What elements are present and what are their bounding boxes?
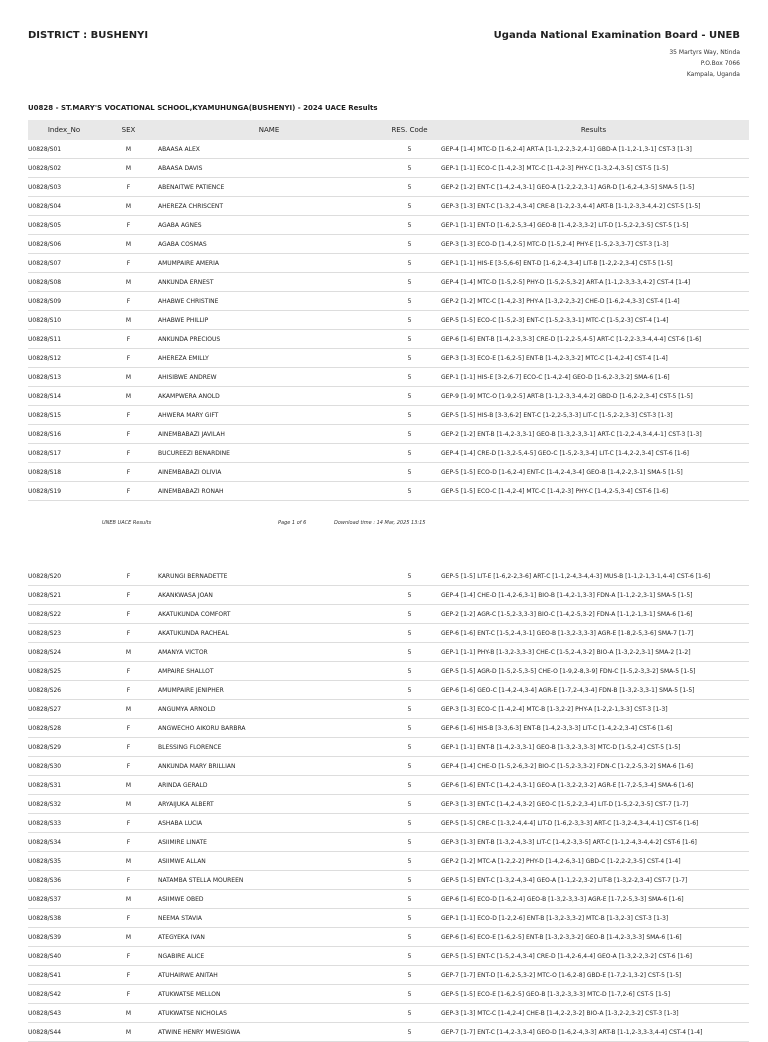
table-row [28, 140, 749, 159]
results-cell: GEP-4 [1-4] MTC-D [1-6,2-4] ART-A [1-1,2-2,3-2,4-1] GBD-A [1-1,2-1,3-1] CST-3 [1-3] [438, 140, 749, 159]
sex-cell: F [100, 292, 157, 311]
res-code-cell: 5 [381, 235, 438, 254]
table-row [28, 776, 749, 795]
res-code-cell: 5 [381, 444, 438, 463]
res-code-cell: 5 [381, 719, 438, 738]
results-cell: GEP-6 [1-6] ECO-E [1-6,2-5] ENT-B [1-3,2-3,3-2] GEO-B [1-4,2-3,3-3] SMA-6 [1-6] [438, 928, 749, 947]
res-code-cell: 5 [381, 928, 438, 947]
sex-cell: F [100, 349, 157, 368]
results-cell: GEP-6 [1-6] ENT-C [1-5,2-4,3-1] GEO-B [1-3,2-3,3-3] AGR-E [1-8,2-5,3-6] SMA-7 [1-7] [438, 624, 749, 643]
sex-cell: F [100, 833, 157, 852]
name-cell: ARYAIJUKA ALBERT [157, 795, 381, 814]
name-cell: AINEMBABAZI OLIVIA [157, 463, 381, 482]
col-header-index: Index_No [28, 120, 100, 140]
name-cell: AKAMPWERA ANOLD [157, 387, 381, 406]
board-header [494, 30, 740, 80]
name-cell: ATWINE HENRY MWESIGWA [157, 1023, 381, 1042]
table-row [28, 928, 749, 947]
table-row [28, 814, 749, 833]
name-cell: ATEGYEKA IVAN [157, 928, 381, 947]
sex-cell: F [100, 966, 157, 985]
name-cell: NATAMBA STELLA MOUREEN [157, 871, 381, 890]
sex-cell: F [100, 444, 157, 463]
name-cell: ANGWECHO AIKORU BARBRA [157, 719, 381, 738]
index-no-cell: U0828/S23 [28, 624, 100, 643]
index-no-cell: U0828/S29 [28, 738, 100, 757]
name-cell: ATUHAIRWE ANITAH [157, 966, 381, 985]
index-no-cell: U0828/S41 [28, 966, 100, 985]
table-row [28, 738, 749, 757]
index-no-cell: U0828/S07 [28, 254, 100, 273]
res-code-cell: 5 [381, 966, 438, 985]
sex-cell: F [100, 985, 157, 1004]
index-no-cell: U0828/S26 [28, 681, 100, 700]
results-cell: GEP-5 [1-5] HIS-B [3-3,6-2] ENT-C [1-2,2-5,3-3] LIT-C [1-5,2-2,3-3] CST-3 [1-3] [438, 406, 749, 425]
results-cell: GEP-6 [1-6] GEO-C [1-4,2-4,3-4] AGR-E [1-7,2-4,3-4] FDN-B [1-3,2-3,3-1] SMA-5 [1-5] [438, 681, 749, 700]
table-row [28, 311, 749, 330]
results-cell: GEP-2 [1-2] MTC-A [1-2,2-2] PHY-D [1-4,2-6,3-1] GBD-C [1-2,2-2,3-5] CST-4 [1-4] [438, 852, 749, 871]
name-cell: AINEMBABAZI JAVILAH [157, 425, 381, 444]
index-no-cell: U0828/S15 [28, 406, 100, 425]
sex-cell: F [100, 909, 157, 928]
results-cell: GEP-6 [1-6] ENT-C [1-4,2-4,3-1] GEO-A [1-3,2-2,3-2] AGR-E [1-7,2-5,3-4] SMA-6 [1-6] [438, 776, 749, 795]
name-cell: BUCUREEZI BENARDINE [157, 444, 381, 463]
report-title: U0828 - ST.MARY'S VOCATIONAL SCHOOL,KYAMUHUNGA(BUSHENYI) - 2024 UACE Results [28, 104, 378, 112]
index-no-cell: U0828/S24 [28, 643, 100, 662]
results-cell: GEP-3 [1-3] ECO-D [1-4,2-5] MTC-D [1-5,2-4] PHY-E [1-5,2-3,3-7] CST-3 [1-3] [438, 235, 749, 254]
footer-download-time: Download time : 14 Mar, 2025 13:15 [334, 520, 426, 526]
sex-cell: F [100, 871, 157, 890]
index-no-cell: U0828/S42 [28, 985, 100, 1004]
board-name: Uganda National Examination Board - UNEB [493, 30, 740, 41]
table-row [28, 425, 749, 444]
res-code-cell: 5 [381, 586, 438, 605]
results-table-continued [28, 567, 749, 1042]
results-cell: GEP-5 [1-5] ENT-C [1-3,2-4,3-4] GEO-A [1-1,2-2,3-2] LIT-B [1-3,2-2,3-4] CST-7 [1-7] [438, 871, 749, 890]
sex-cell: M [100, 311, 157, 330]
results-cell: GEP-1 [1-1] ECO-D [1-2,2-6] ENT-B [1-3,2-3,3-2] MTC-B [1-3,2-3] CST-3 [1-3] [438, 909, 749, 928]
results-cell: GEP-6 [1-6] HIS-B [3-3,6-3] ENT-B [1-4,2-3,3-3] LIT-C [1-4,2-2,3-4] CST-6 [1-6] [438, 719, 749, 738]
name-cell: AHWERA MARY GIFT [157, 406, 381, 425]
res-code-cell: 5 [381, 330, 438, 349]
name-cell: ATUKWATSE MELLON [157, 985, 381, 1004]
table-row [28, 605, 749, 624]
res-code-cell: 5 [381, 311, 438, 330]
table-row [28, 624, 749, 643]
index-no-cell: U0828/S25 [28, 662, 100, 681]
res-code-cell: 5 [381, 700, 438, 719]
sex-cell: M [100, 928, 157, 947]
res-code-cell: 5 [381, 890, 438, 909]
name-cell: KARUNGI BERNADETTE [157, 567, 381, 586]
name-cell: NEEMA STAVIA [157, 909, 381, 928]
res-code-cell: 5 [381, 463, 438, 482]
name-cell: AKANKWASA JOAN [157, 586, 381, 605]
sex-cell: F [100, 662, 157, 681]
res-code-cell: 5 [381, 852, 438, 871]
index-no-cell: U0828/S02 [28, 159, 100, 178]
res-code-cell: 5 [381, 1004, 438, 1023]
sex-cell: F [100, 681, 157, 700]
address-line: 35 Martyrs Way, Ntinda [669, 49, 740, 56]
table-row [28, 444, 749, 463]
sex-cell: F [100, 947, 157, 966]
res-code-cell: 5 [381, 738, 438, 757]
sex-cell: M [100, 1004, 157, 1023]
name-cell: ASHABA LUCIA [157, 814, 381, 833]
results-cell: GEP-5 [1-5] CRE-C [1-3,2-4,4-4] LIT-D [1-6,2-3,3-3] ART-C [1-3,2-4,3-4,4-1] CST-6 [1-6] [438, 814, 749, 833]
index-no-cell: U0828/S40 [28, 947, 100, 966]
table-row [28, 833, 749, 852]
sex-cell: M [100, 1023, 157, 1042]
name-cell: AGABA AGNES [157, 216, 381, 235]
table-row [28, 662, 749, 681]
name-cell: AMPAIRE SHALLOT [157, 662, 381, 681]
res-code-cell: 5 [381, 368, 438, 387]
table-row [28, 567, 749, 586]
table-row [28, 700, 749, 719]
res-code-cell: 5 [381, 482, 438, 501]
res-code-cell: 5 [381, 624, 438, 643]
results-cell: GEP-2 [1-2] MTC-C [1-4,2-3] PHY-A [1-3,2-2,3-2] CHE-D [1-6,2-4,3-3] CST-4 [1-4] [438, 292, 749, 311]
table-row [28, 178, 749, 197]
results-cell: GEP-2 [1-2] AGR-C [1-5,2-3,3-3] BIO-C [1-4,2-5,3-2] FDN-A [1-1,2-1,3-1] SMA-6 [1-6] [438, 605, 749, 624]
name-cell: AINEMBABAZI RONAH [157, 482, 381, 501]
results-cell: GEP-3 [1-3] MTC-C [1-4,2-4] CHE-B [1-4,2-2,3-2] BIO-A [1-3,2-2,3-2] CST-3 [1-3] [438, 1004, 749, 1023]
sex-cell: F [100, 624, 157, 643]
sex-cell: M [100, 700, 157, 719]
res-code-cell: 5 [381, 1023, 438, 1042]
table-row [28, 966, 749, 985]
index-no-cell: U0828/S03 [28, 178, 100, 197]
results-table [28, 120, 749, 501]
res-code-cell: 5 [381, 273, 438, 292]
results-cell: GEP-3 [1-3] ENT-C [1-3,2-4,3-4] CRE-B [1-2,2-3,4-4] ART-B [1-1,2-3,3-4,4-2] CST-5 [1-5] [438, 197, 749, 216]
results-cell: GEP-3 [1-3] ECO-C [1-4,2-4] MTC-B [1-3,2-2] PHY-A [1-2,2-1,3-3] CST-3 [1-3] [438, 700, 749, 719]
results-cell: GEP-5 [1-5] AGR-D [1-5,2-5,3-5] CHE-O [1-9,2-8,3-9] FDN-C [1-5,2-3,3-2] SMA-5 [1-5] [438, 662, 749, 681]
res-code-cell: 5 [381, 216, 438, 235]
index-no-cell: U0828/S28 [28, 719, 100, 738]
index-no-cell: U0828/S11 [28, 330, 100, 349]
sex-cell: F [100, 463, 157, 482]
index-no-cell: U0828/S38 [28, 909, 100, 928]
sex-cell: F [100, 605, 157, 624]
sex-cell: F [100, 216, 157, 235]
index-no-cell: U0828/S21 [28, 586, 100, 605]
name-cell: AMANYA VICTOR [157, 643, 381, 662]
results-table-body [28, 140, 749, 501]
index-no-cell: U0828/S33 [28, 814, 100, 833]
results-cell: GEP-5 [1-5] ECO-E [1-6,2-5] GEO-B [1-3,2-3,3-3] MTC-D [1-7,2-6] CST-5 [1-5] [438, 985, 749, 1004]
table-row [28, 349, 749, 368]
index-no-cell: U0828/S39 [28, 928, 100, 947]
res-code-cell: 5 [381, 871, 438, 890]
sex-cell: M [100, 643, 157, 662]
index-no-cell: U0828/S36 [28, 871, 100, 890]
table-row [28, 719, 749, 738]
index-no-cell: U0828/S04 [28, 197, 100, 216]
res-code-cell: 5 [381, 197, 438, 216]
sex-cell: M [100, 273, 157, 292]
table-row [28, 235, 749, 254]
footer-source: UNEB UACE Results [102, 520, 152, 526]
name-cell: AHABWE CHRISTINE [157, 292, 381, 311]
results-cell: GEP-1 [1-1] HIS-E [3-5,6-6] ENT-D [1-6,2-4,3-4] LIT-B [1-2,2-2,3-4] CST-5 [1-5] [438, 254, 749, 273]
index-no-cell: U0828/S27 [28, 700, 100, 719]
results-cell: GEP-5 [1-5] ECO-C [1-4,2-4] MTC-C [1-4,2-3] PHY-C [1-4,2-5,3-4] CST-6 [1-6] [438, 482, 749, 501]
res-code-cell: 5 [381, 178, 438, 197]
sex-cell: F [100, 757, 157, 776]
res-code-cell: 5 [381, 985, 438, 1004]
sex-cell: F [100, 567, 157, 586]
name-cell: AMUMPAIRE JENIPHER [157, 681, 381, 700]
name-cell: AHEREZA CHRISCENT [157, 197, 381, 216]
sex-cell: M [100, 140, 157, 159]
results-cell: GEP-7 [1-7] ENT-D [1-6,2-5,3-2] MTC-O [1-6,2-8] GBD-E [1-7,2-1,3-2] CST-5 [1-5] [438, 966, 749, 985]
index-no-cell: U0828/S14 [28, 387, 100, 406]
results-cell: GEP-7 [1-7] ENT-C [1-4,2-3,3-4] GEO-D [1-6,2-4,3-3] ART-B [1-1,2-3,3-3,4-4] CST-4 [1-4] [438, 1023, 749, 1042]
table-row [28, 947, 749, 966]
results-cell: GEP-3 [1-3] ENT-B [1-3,2-4,3-3] LIT-C [1-4,2-3,3-5] ART-C [1-1,2-4,3-4,4-2] CST-6 [1-6] [438, 833, 749, 852]
address-line: P.O.Box 7066 [700, 60, 740, 67]
sex-cell: F [100, 178, 157, 197]
results-cell: GEP-4 [1-4] CHE-D [1-4,2-6,3-1] BIO-B [1-4,2-1,3-3] FDN-A [1-1,2-2,3-1] SMA-5 [1-5] [438, 586, 749, 605]
sex-cell: M [100, 795, 157, 814]
res-code-cell: 5 [381, 662, 438, 681]
res-code-cell: 5 [381, 292, 438, 311]
table-row [28, 330, 749, 349]
index-no-cell: U0828/S01 [28, 140, 100, 159]
results-cell: GEP-1 [1-1] ENT-D [1-6,2-5,3-4] GEO-B [1-4,2-3,3-2] LIT-D [1-5,2-2,3-5] CST-5 [1-5] [438, 216, 749, 235]
res-code-cell: 5 [381, 159, 438, 178]
res-code-cell: 5 [381, 643, 438, 662]
table-row [28, 643, 749, 662]
results-cell: GEP-4 [1-4] MTC-D [1-5,2-5] PHY-D [1-5,2-5,3-2] ART-A [1-1,2-3,3-3,4-2] CST-4 [1-4] [438, 273, 749, 292]
table-row [28, 757, 749, 776]
results-cell: GEP-9 [1-9] MTC-O [1-9,2-5] ART-B [1-1,2-3,3-4,4-2] GBD-D [1-6,2-2,3-4] CST-5 [1-5] [438, 387, 749, 406]
res-code-cell: 5 [381, 947, 438, 966]
table-row [28, 1004, 749, 1023]
name-cell: ABENAITWE PATIENCE [157, 178, 381, 197]
name-cell: BLESSING FLORENCE [157, 738, 381, 757]
sex-cell: M [100, 776, 157, 795]
sex-cell: M [100, 235, 157, 254]
name-cell: ABAASA ALEX [157, 140, 381, 159]
results-cell: GEP-6 [1-6] ECO-D [1-6,2-4] GEO-B [1-3,2-3,3-3] AGR-E [1-7,2-5,3-3] SMA-6 [1-6] [438, 890, 749, 909]
name-cell: ASIIMIRE LINATE [157, 833, 381, 852]
col-header-sex: SEX [100, 120, 157, 140]
index-no-cell: U0828/S20 [28, 567, 100, 586]
table-row [28, 1023, 749, 1042]
res-code-cell: 5 [381, 605, 438, 624]
results-cell: GEP-5 [1-5] LIT-E [1-6,2-2,3-6] ART-C [1-1,2-4,3-4,4-3] MUS-B [1-1,2-1,3-1,4-4] CST-6 [1-6] [438, 567, 749, 586]
index-no-cell: U0828/S37 [28, 890, 100, 909]
index-no-cell: U0828/S09 [28, 292, 100, 311]
name-cell: AKATUKUNDA RACHEAL [157, 624, 381, 643]
index-no-cell: U0828/S43 [28, 1004, 100, 1023]
table-row [28, 909, 749, 928]
sex-cell: F [100, 814, 157, 833]
sex-cell: F [100, 719, 157, 738]
address-line: Kampala, Uganda [686, 71, 740, 78]
name-cell: ANGUMYA ARNOLD [157, 700, 381, 719]
index-no-cell: U0828/S30 [28, 757, 100, 776]
sex-cell: F [100, 738, 157, 757]
table-row [28, 368, 749, 387]
sex-cell: F [100, 586, 157, 605]
sex-cell: M [100, 387, 157, 406]
results-cell: GEP-2 [1-2] ENT-B [1-4,2-3,3-1] GEO-B [1-3,2-3,3-1] ART-C [1-2,2-4,3-4,4-1] CST-3 [1-3] [438, 425, 749, 444]
name-cell: ARINDA GERALD [157, 776, 381, 795]
sex-cell: F [100, 482, 157, 501]
name-cell: AGABA COSMAS [157, 235, 381, 254]
res-code-cell: 5 [381, 909, 438, 928]
table-row [28, 871, 749, 890]
res-code-cell: 5 [381, 254, 438, 273]
res-code-cell: 5 [381, 833, 438, 852]
index-no-cell: U0828/S18 [28, 463, 100, 482]
sex-cell: F [100, 425, 157, 444]
sex-cell: M [100, 890, 157, 909]
name-cell: NGABIRE ALICE [157, 947, 381, 966]
table-row [28, 795, 749, 814]
col-header-res-code: RES. Code [381, 120, 438, 140]
index-no-cell: U0828/S16 [28, 425, 100, 444]
index-no-cell: U0828/S19 [28, 482, 100, 501]
table-row [28, 159, 749, 178]
table-row [28, 292, 749, 311]
table-row [28, 586, 749, 605]
results-cell: GEP-1 [1-1] HIS-E [3-2,6-7] ECO-C [1-4,2-4] GEO-D [1-6,2-3,3-2] SMA-6 [1-6] [438, 368, 749, 387]
results-cell: GEP-4 [1-4] CRE-D [1-3,2-5,4-5] GEO-C [1-5,2-3,3-4] LIT-C [1-4,2-2,3-4] CST-6 [1-6] [438, 444, 749, 463]
table-row [28, 273, 749, 292]
sex-cell: M [100, 852, 157, 871]
results-cell: GEP-5 [1-5] ECO-C [1-5,2-3] ENT-C [1-5,2-3,3-1] MTC-C [1-5,2-3] CST-4 [1-4] [438, 311, 749, 330]
table-row [28, 852, 749, 871]
table-row [28, 197, 749, 216]
footer-page: Page 1 of 6 [278, 520, 307, 526]
results-cell: GEP-3 [1-3] ECO-E [1-6,2-5] ENT-B [1-4,2-3,3-2] MTC-C [1-4,2-4] CST-4 [1-4] [438, 349, 749, 368]
index-no-cell: U0828/S08 [28, 273, 100, 292]
sex-cell: M [100, 368, 157, 387]
res-code-cell: 5 [381, 349, 438, 368]
table-row [28, 985, 749, 1004]
table-row [28, 482, 749, 501]
name-cell: ANKUNDA ERNEST [157, 273, 381, 292]
index-no-cell: U0828/S31 [28, 776, 100, 795]
sex-cell: F [100, 406, 157, 425]
index-no-cell: U0828/S17 [28, 444, 100, 463]
table-row [28, 463, 749, 482]
table-row [28, 890, 749, 909]
results-cell: GEP-3 [1-3] ENT-C [1-4,2-4,3-2] GEO-C [1-5,2-2,3-4] LIT-D [1-5,2-2,3-5] CST-7 [1-7] [438, 795, 749, 814]
table-row [28, 254, 749, 273]
res-code-cell: 5 [381, 567, 438, 586]
res-code-cell: 5 [381, 795, 438, 814]
results-cell: GEP-4 [1-4] CHE-D [1-5,2-6,3-2] BIO-C [1-5,2-3,3-2] FDN-C [1-2,2-5,3-2] SMA-6 [1-6] [438, 757, 749, 776]
index-no-cell: U0828/S44 [28, 1023, 100, 1042]
res-code-cell: 5 [381, 425, 438, 444]
results-cell: GEP-5 [1-5] ENT-C [1-5,2-4,3-4] CRE-D [1-4,2-6,4-4] GEO-A [1-3,2-2,3-2] CST-6 [1-6] [438, 947, 749, 966]
name-cell: AKATUKUNDA COMFORT [157, 605, 381, 624]
sex-cell: M [100, 159, 157, 178]
index-no-cell: U0828/S12 [28, 349, 100, 368]
table-row [28, 681, 749, 700]
index-no-cell: U0828/S22 [28, 605, 100, 624]
name-cell: AHABWE PHILLIP [157, 311, 381, 330]
sex-cell: F [100, 254, 157, 273]
table-header-row [28, 120, 749, 140]
index-no-cell: U0828/S06 [28, 235, 100, 254]
name-cell: ASIIMWE OBED [157, 890, 381, 909]
results-cell: GEP-5 [1-5] ECO-D [1-6,2-4] ENT-C [1-4,2-4,3-4] GEO-B [1-4,2-2,3-1] SMA-5 [1-5] [438, 463, 749, 482]
results-cell: GEP-1 [1-1] ENT-B [1-4,2-3,3-1] GEO-B [1-3,2-3,3-3] MTC-D [1-5,2-4] CST-5 [1-5] [438, 738, 749, 757]
name-cell: ATUKWATSE NICHOLAS [157, 1004, 381, 1023]
res-code-cell: 5 [381, 681, 438, 700]
res-code-cell: 5 [381, 406, 438, 425]
sex-cell: M [100, 197, 157, 216]
name-cell: AHISIBWE ANDREW [157, 368, 381, 387]
results-cell: GEP-2 [1-2] ENT-C [1-4,2-4,3-1] GEO-A [1-2,2-2,3-1] AGR-D [1-6,2-4,3-5] SMA-5 [1-5] [438, 178, 749, 197]
index-no-cell: U0828/S34 [28, 833, 100, 852]
results-table-body [28, 567, 749, 1042]
results-cell: GEP-6 [1-6] ENT-B [1-4,2-3,3-3] CRE-D [1-2,2-5,4-5] ART-C [1-2,2-3,3-4,4-4] CST-6 [1-6] [438, 330, 749, 349]
res-code-cell: 5 [381, 776, 438, 795]
index-no-cell: U0828/S35 [28, 852, 100, 871]
col-header-name: NAME [157, 120, 381, 140]
sex-cell: F [100, 330, 157, 349]
col-header-results: Results [438, 120, 749, 140]
name-cell: ASIIMWE ALLAN [157, 852, 381, 871]
res-code-cell: 5 [381, 757, 438, 776]
index-no-cell: U0828/S13 [28, 368, 100, 387]
index-no-cell: U0828/S32 [28, 795, 100, 814]
district-label: DISTRICT : BUSHENYI [28, 30, 149, 41]
results-cell: GEP-1 [1-1] ECO-C [1-4,2-3] MTC-C [1-4,2-3] PHY-C [1-3,2-4,3-5] CST-5 [1-5] [438, 159, 749, 178]
res-code-cell: 5 [381, 814, 438, 833]
name-cell: AHEREZA EMILLY [157, 349, 381, 368]
table-row [28, 406, 749, 425]
table-row [28, 387, 749, 406]
res-code-cell: 5 [381, 140, 438, 159]
res-code-cell: 5 [381, 387, 438, 406]
table-row [28, 216, 749, 235]
name-cell: ABAASA DAVIS [157, 159, 381, 178]
index-no-cell: U0828/S10 [28, 311, 100, 330]
results-cell: GEP-1 [1-1] PHY-B [1-3,2-3,3-3] CHE-C [1-5,2-4,3-2] BIO-A [1-3,2-2,3-1] SMA-2 [1-2] [438, 643, 749, 662]
name-cell: ANKUNDA PRECIOUS [157, 330, 381, 349]
name-cell: AMUMPAIRE AMERIA [157, 254, 381, 273]
name-cell: ANKUNDA MARY BRILLIAN [157, 757, 381, 776]
index-no-cell: U0828/S05 [28, 216, 100, 235]
